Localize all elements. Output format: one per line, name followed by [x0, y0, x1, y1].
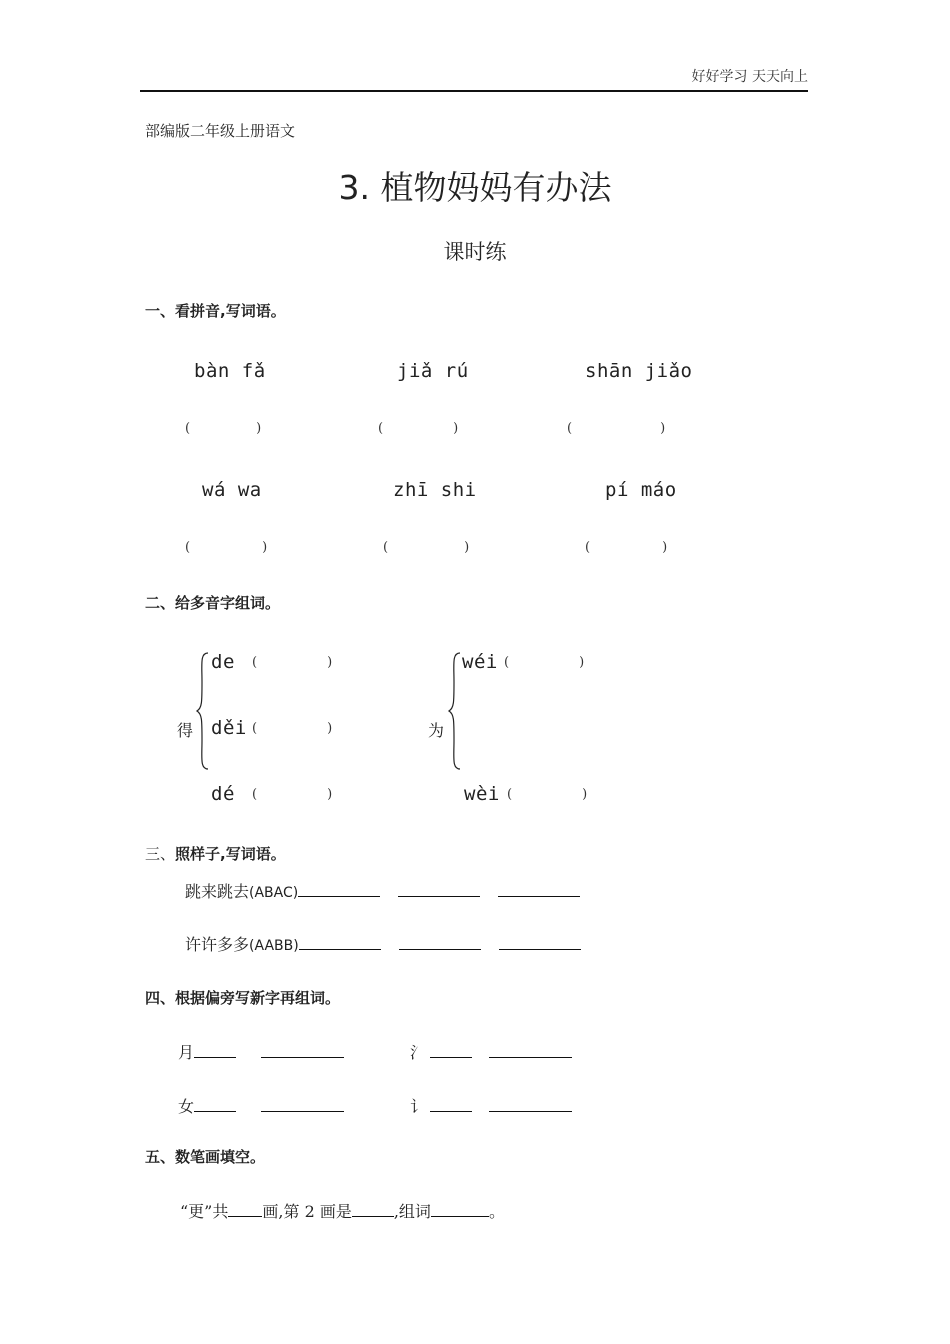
brace-icon — [196, 652, 210, 770]
paren-close: ) — [256, 421, 262, 436]
char-blank[interactable] — [194, 1097, 236, 1112]
answer-line[interactable] — [498, 882, 580, 897]
example-word: 许许多多 — [185, 935, 250, 954]
paren-close: ) — [453, 421, 459, 436]
answer-blank[interactable] — [252, 721, 332, 736]
stroke-question — [180, 1199, 505, 1222]
answer-line[interactable] — [398, 882, 480, 897]
answer-line[interactable] — [499, 935, 581, 950]
paren-open: ( — [252, 787, 258, 802]
answer-blank[interactable] — [185, 421, 261, 436]
reading-de2: dé — [211, 783, 235, 805]
answer-line[interactable] — [299, 935, 381, 950]
section-3-text: 照样子,写词语。 — [175, 845, 286, 863]
pattern-label: (AABB) — [249, 938, 299, 954]
header-divider — [140, 90, 808, 92]
grade-label: 部编版二年级上册语文 — [145, 122, 296, 140]
page-subtitle: 课时练 — [443, 240, 507, 264]
word-blank[interactable] — [489, 1097, 572, 1112]
radical-speech: 讠 — [410, 1097, 427, 1116]
question-char: “更” — [180, 1202, 213, 1221]
polyphone-char-wei: 为 — [428, 721, 445, 740]
paren-open: ( — [185, 421, 191, 436]
pattern-label: (ABAC) — [249, 885, 299, 901]
pinyin-item: shān jiǎo — [585, 360, 693, 382]
word-blank[interactable] — [489, 1043, 572, 1058]
answer-blank[interactable] — [585, 540, 667, 555]
answer-blank[interactable] — [507, 787, 587, 802]
radical-yue: 月 — [178, 1043, 195, 1062]
reading-wei2: wéi — [462, 651, 498, 673]
answer-blank[interactable] — [252, 787, 332, 802]
answer-blank[interactable] — [383, 540, 469, 555]
char-blank[interactable] — [194, 1043, 236, 1058]
answer-blank[interactable] — [185, 540, 267, 555]
radical-row — [178, 1040, 344, 1063]
char-blank[interactable] — [430, 1043, 472, 1058]
reading-dei: děi — [211, 717, 247, 739]
paren-close: ) — [327, 787, 333, 802]
stroke-name-blank[interactable] — [352, 1202, 394, 1217]
radical-nv: 女 — [178, 1097, 195, 1116]
question-text: 共 — [212, 1202, 229, 1221]
example-word: 跳来跳去 — [185, 882, 250, 901]
question-end: 。 — [488, 1202, 505, 1221]
paren-close: ) — [327, 721, 333, 736]
pinyin-item: zhī shi — [393, 479, 477, 501]
paren-close: ) — [660, 421, 666, 436]
paren-open: ( — [378, 421, 384, 436]
section-2-heading: 二、给多音字组词。 — [145, 594, 281, 612]
pattern-row-abac — [185, 879, 580, 902]
radical-row — [178, 1094, 344, 1117]
pinyin-item: bàn fǎ — [194, 360, 266, 382]
paren-close: ) — [579, 655, 585, 670]
paren-open: ( — [383, 540, 389, 555]
paren-close: ) — [464, 540, 470, 555]
paren-open: ( — [585, 540, 591, 555]
page-title: 3. 植物妈妈有办法 — [338, 168, 612, 207]
paren-open: ( — [504, 655, 510, 670]
paren-close: ) — [582, 787, 588, 802]
word-blank[interactable] — [261, 1043, 344, 1058]
paren-open: ( — [507, 787, 513, 802]
answer-blank[interactable] — [378, 421, 458, 436]
answer-blank[interactable] — [252, 655, 332, 670]
brace-icon — [448, 652, 462, 770]
paren-open: ( — [252, 721, 258, 736]
header-motto: 好好学习 天天向上 — [691, 69, 808, 85]
pattern-row-aabb — [185, 932, 581, 955]
reading-de: de — [211, 651, 235, 673]
question-text: ,组词 — [393, 1202, 431, 1221]
radical-row — [410, 1094, 572, 1117]
answer-blank[interactable] — [504, 655, 584, 670]
pinyin-item: jiǎ rú — [397, 360, 469, 382]
radical-water: 氵 — [410, 1043, 427, 1062]
paren-open: ( — [185, 540, 191, 555]
section-1-heading: 一、看拼音,写词语。 — [145, 302, 286, 320]
section-5-heading: 五、数笔画填空。 — [145, 1148, 266, 1166]
paren-open: ( — [252, 655, 258, 670]
reading-wei4: wèi — [464, 783, 500, 805]
pinyin-item: pí máo — [605, 479, 677, 501]
polyphone-char-de: 得 — [177, 721, 194, 740]
paren-close: ) — [327, 655, 333, 670]
word-blank[interactable] — [261, 1097, 344, 1112]
section-3-heading — [145, 843, 286, 864]
answer-line[interactable] — [399, 935, 481, 950]
answer-blank[interactable] — [567, 421, 665, 436]
section-4-heading: 四、根据偏旁写新字再组词。 — [145, 989, 341, 1007]
stroke-count-blank[interactable] — [228, 1202, 262, 1217]
paren-close: ) — [662, 540, 668, 555]
pinyin-item: wá wa — [202, 479, 262, 501]
char-blank[interactable] — [430, 1097, 472, 1112]
answer-line[interactable] — [298, 882, 380, 897]
paren-close: ) — [262, 540, 268, 555]
section-3-number: 三、 — [145, 845, 176, 863]
paren-open: ( — [567, 421, 573, 436]
word-blank[interactable] — [431, 1202, 489, 1217]
radical-row — [410, 1040, 572, 1063]
question-text: 画,第 2 画是 — [262, 1202, 352, 1221]
